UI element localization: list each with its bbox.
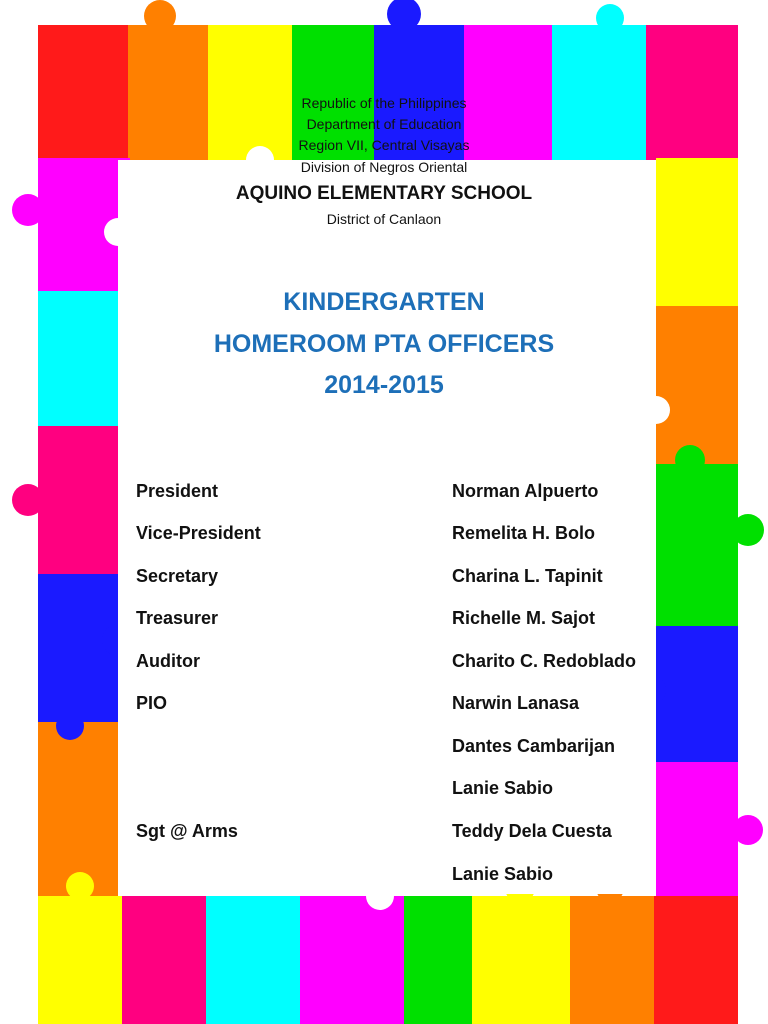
officer-role: Sgt @ Arms xyxy=(136,821,238,841)
officer-name: Norman Alpuerto xyxy=(452,481,599,501)
puzzle-knob-icon xyxy=(56,712,84,740)
officer-name: Remelita H. Bolo xyxy=(452,523,596,543)
officer-name: Teddy Dela Cuesta xyxy=(452,821,612,841)
title-pta-officers: HOMEROOM PTA OFFICERS xyxy=(213,330,555,358)
officer-role: Vice-President xyxy=(136,523,261,543)
puzzle-knob-icon xyxy=(733,815,763,845)
header-division: Division of Negros Oriental xyxy=(300,159,468,175)
puzzle-piece-icon xyxy=(206,896,302,1024)
puzzle-piece-icon xyxy=(300,896,406,1024)
puzzle-piece-icon xyxy=(472,896,572,1024)
header-republic: Republic of the Philippines xyxy=(301,95,467,111)
puzzle-knob-icon xyxy=(12,484,44,516)
title-kindergarten: KINDERGARTEN xyxy=(283,288,485,316)
puzzle-piece-icon xyxy=(122,896,208,1024)
school-name: AQUINO ELEMENTARY SCHOOL xyxy=(235,183,533,204)
puzzle-piece-icon xyxy=(404,896,474,1024)
puzzle-piece-icon xyxy=(38,896,124,1024)
title-school-year: 2014-2015 xyxy=(324,371,444,399)
puzzle-piece-icon xyxy=(570,896,656,1024)
officer-role: Auditor xyxy=(136,651,200,671)
puzzle-knob-icon xyxy=(366,882,394,910)
officer-name: Charito C. Redoblado xyxy=(452,651,636,671)
officer-name: Lanie Sabio xyxy=(452,864,554,884)
header-region: Region VII, Central Visayas xyxy=(298,137,470,153)
puzzle-knob-icon xyxy=(596,4,624,32)
officer-name: Lanie Sabio xyxy=(452,778,554,798)
header-department: Department of Education xyxy=(306,116,462,132)
district-name: District of Canlaon xyxy=(326,211,442,227)
puzzle-knob-icon xyxy=(66,872,94,900)
puzzle-knob-icon xyxy=(144,0,176,32)
puzzle-piece-icon xyxy=(38,426,118,576)
officer-name: Dantes Cambarijan xyxy=(452,736,616,756)
officer-role: President xyxy=(136,481,219,501)
puzzle-piece-icon xyxy=(656,762,738,898)
puzzle-piece-icon xyxy=(654,896,738,1024)
officer-role: PIO xyxy=(136,693,168,713)
puzzle-knob-icon xyxy=(675,445,705,475)
puzzle-piece-icon xyxy=(38,722,118,898)
officer-name: Narwin Lanasa xyxy=(452,693,580,713)
officer-name: Richelle M. Sajot xyxy=(452,608,596,628)
officer-role: Treasurer xyxy=(136,608,219,628)
puzzle-piece-icon xyxy=(656,626,738,764)
officer-role: Secretary xyxy=(136,566,219,586)
puzzle-piece-icon xyxy=(656,464,738,628)
officer-name: Charina L. Tapinit xyxy=(452,566,603,586)
puzzle-knob-icon xyxy=(732,514,764,546)
